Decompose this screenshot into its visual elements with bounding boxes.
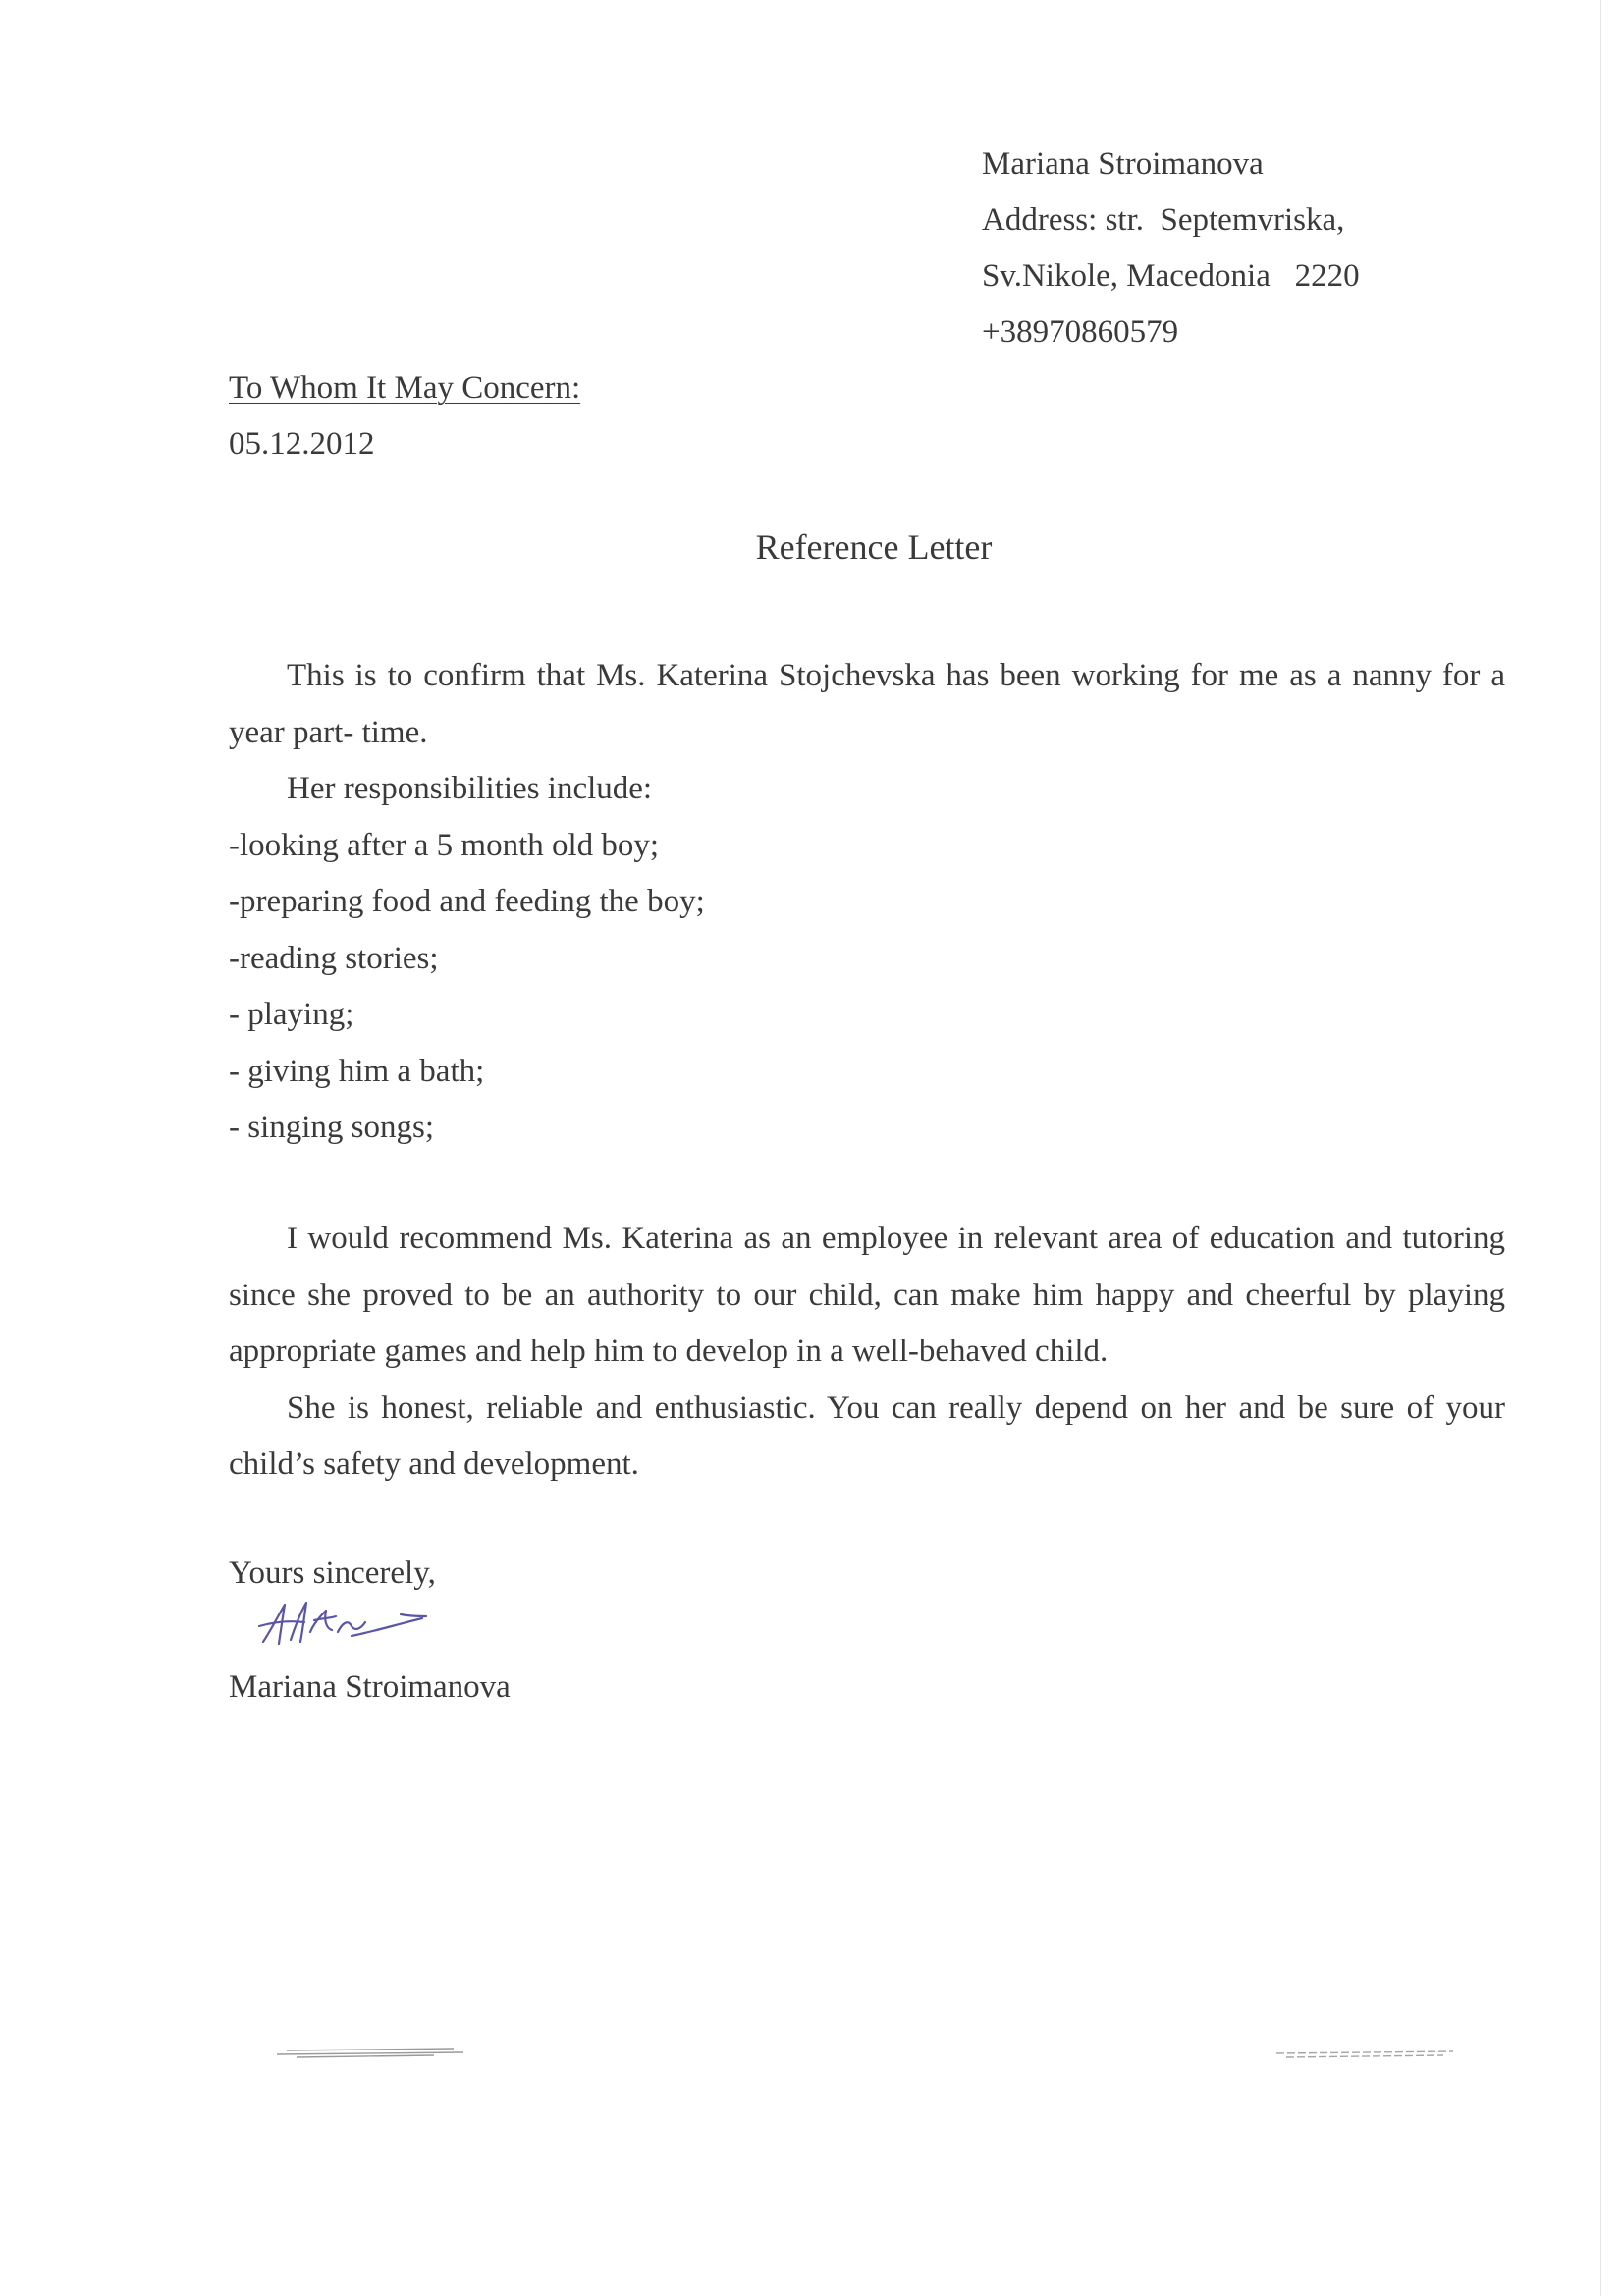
responsibility-item: -reading stories; (229, 940, 439, 976)
handwritten-signature (253, 1593, 430, 1652)
sender-phone: +38970860579 (982, 314, 1179, 350)
intro-paragraph: This is to confirm that Ms. Katerina Stojchevska has been working for me as a nanny for a year part- time. (229, 658, 1505, 750)
sender-block (982, 137, 1360, 360)
recipient-block (229, 360, 580, 472)
responsibility-item: - playing; (229, 997, 354, 1032)
sender-address-line1: Address: str. Septemvriska, (982, 202, 1345, 238)
scan-edge-line (1600, 0, 1601, 2296)
responsibility-item: - giving him a bath; (229, 1053, 485, 1089)
sender-name: Mariana Stroimanova (982, 146, 1264, 182)
letter-body-recommendation (229, 1211, 1505, 1494)
sender-address-line2: Sv.Nikole, Macedonia 2220 (982, 258, 1360, 294)
scan-artifact-right (1257, 2045, 1473, 2064)
recommendation-paragraph: I would recommend Ms. Katerina as an employee in relevant area of education and tutoring since she proved to be an authority to our child, can make him happy and cheerful by playing appropriate games and help him to develop in a well-behaved child. (229, 1221, 1505, 1369)
signer-name: Mariana Stroimanova (229, 1669, 511, 1705)
responsibility-item: - singing songs; (229, 1110, 435, 1145)
responsibility-item: -preparing food and feeding the boy; (229, 884, 705, 919)
qualities-paragraph: She is honest, reliable and enthusiastic. You can really depend on her and be sure of your child’s safety and development. (229, 1390, 1505, 1482)
valediction: Yours sincerely, (229, 1556, 436, 1591)
responsibilities-heading: Her responsibilities include: (287, 771, 653, 806)
salutation: To Whom It May Concern: (229, 370, 581, 406)
letter-title: Reference Letter (755, 527, 993, 567)
letter-body-intro (229, 648, 1505, 1157)
scan-artifact-left (257, 2043, 473, 2062)
letter-date: 05.12.2012 (229, 426, 375, 462)
responsibility-item: -looking after a 5 month old boy; (229, 827, 660, 863)
